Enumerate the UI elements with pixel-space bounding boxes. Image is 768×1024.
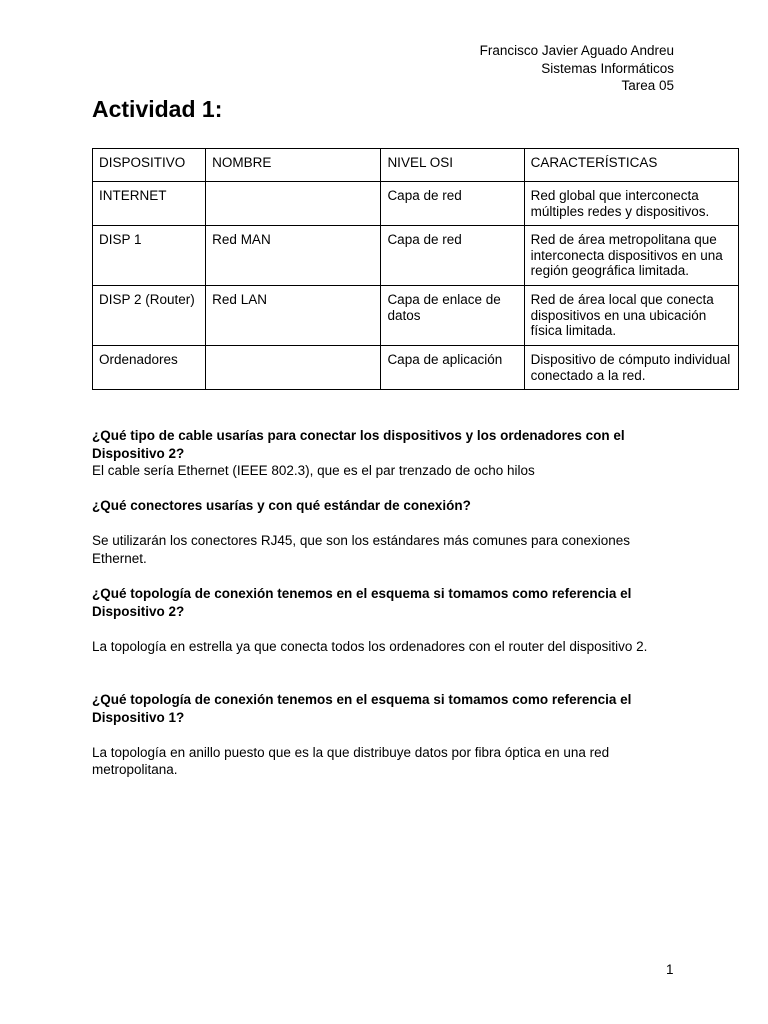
cell-nombre bbox=[206, 182, 381, 226]
cell-caracteristicas: Red global que interconecta múltiples redes y dispositivos. bbox=[524, 182, 738, 226]
devices-table bbox=[92, 148, 739, 390]
question-text: ¿Qué conectores usarías y con qué estándar de conexión? bbox=[92, 498, 471, 513]
cell-nivel-osi: Capa de aplicación bbox=[381, 346, 524, 390]
cell-dispositivo: Ordenadores bbox=[93, 346, 206, 390]
cell-nivel-osi: Capa de red bbox=[381, 182, 524, 226]
document-header bbox=[480, 42, 674, 95]
cell-dispositivo: DISP 1 bbox=[93, 226, 206, 286]
question-block-cable bbox=[92, 427, 682, 480]
author-name: Francisco Javier Aguado Andreu bbox=[479, 43, 674, 58]
answer-text: Se utilizarán los conectores RJ45, que son los estándares más comunes para conexiones Ethernet. bbox=[92, 533, 631, 566]
cell-caracteristicas: Red de área local que conecta dispositivos en una ubicación física limitada. bbox=[524, 286, 738, 346]
task-name: Tarea 05 bbox=[621, 78, 674, 93]
cell-dispositivo: INTERNET bbox=[93, 182, 206, 226]
cell-caracteristicas: Dispositivo de cómputo individual conectado a la red. bbox=[524, 346, 738, 390]
question-block-topology-disp1 bbox=[92, 691, 682, 779]
table-row bbox=[93, 182, 739, 226]
page-number: 1 bbox=[666, 962, 674, 977]
cell-dispositivo: DISP 2 (Router) bbox=[93, 286, 206, 346]
answer-text: La topología en estrella ya que conecta todos los ordenadores con el router del dispositivo 2. bbox=[92, 638, 648, 654]
cell-nivel-osi: Capa de red bbox=[381, 226, 524, 286]
column-header-caracteristicas: CARACTERÍSTICAS bbox=[524, 149, 738, 182]
table-header-row bbox=[93, 149, 739, 182]
column-header-nombre: NOMBRE bbox=[206, 149, 381, 182]
course-name: Sistemas Informáticos bbox=[541, 60, 674, 76]
question-block-topology-disp2 bbox=[92, 585, 682, 655]
question-text: ¿Qué tipo de cable usarías para conectar los dispositivos y los ordenadores con el Dispositivo 2? bbox=[92, 428, 625, 461]
table-row bbox=[93, 286, 739, 346]
answer-text: La topología en anillo puesto que es la que distribuye datos por fibra óptica en una red metropolitana. bbox=[92, 744, 610, 777]
table-row bbox=[93, 346, 739, 390]
column-header-dispositivo: DISPOSITIVO bbox=[93, 149, 206, 182]
cell-nombre: Red LAN bbox=[206, 286, 381, 346]
column-header-nivel-osi: NIVEL OSI bbox=[381, 149, 524, 182]
page-title: Actividad 1: bbox=[92, 96, 223, 122]
cell-nombre: Red MAN bbox=[206, 226, 381, 286]
cell-nivel-osi: Capa de enlace de datos bbox=[381, 286, 524, 346]
cell-caracteristicas: Red de área metropolitana que interconecta dispositivos en una región geográfica limitada. bbox=[524, 226, 738, 286]
question-text: ¿Qué topología de conexión tenemos en el esquema si tomamos como referencia el Dispositivo 1? bbox=[92, 692, 632, 725]
answer-text: El cable sería Ethernet (IEEE 802.3), que es el par trenzado de ocho hilos bbox=[92, 463, 535, 478]
table-row bbox=[93, 226, 739, 286]
cell-nombre bbox=[206, 346, 381, 390]
question-block-connectors bbox=[92, 497, 682, 567]
question-text: ¿Qué topología de conexión tenemos en el esquema si tomamos como referencia el Dispositivo 2? bbox=[92, 586, 632, 619]
